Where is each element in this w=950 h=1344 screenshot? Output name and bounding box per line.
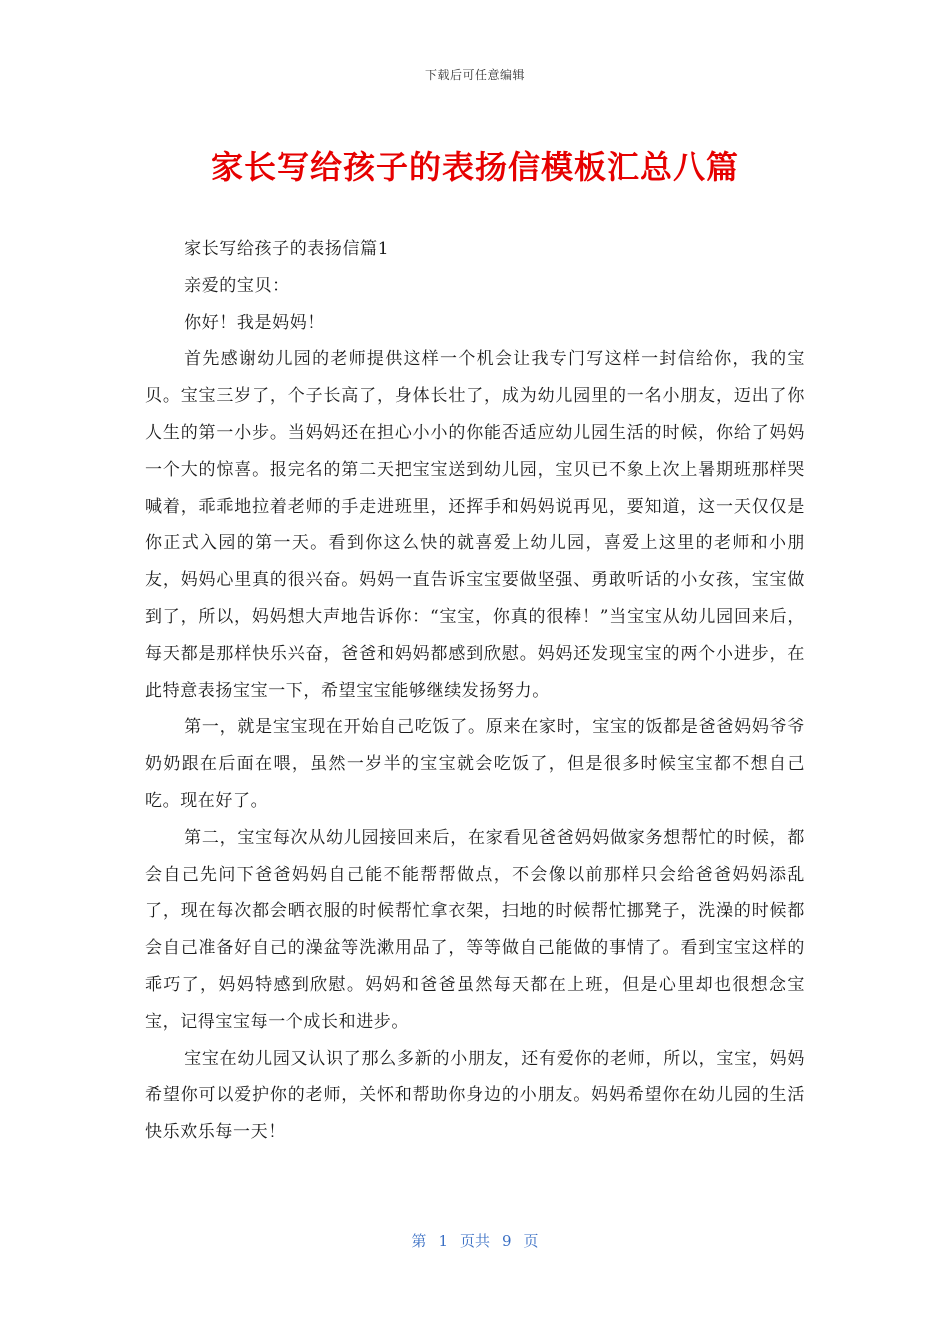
document-title: 家长写给孩子的表扬信模板汇总八篇 bbox=[210, 148, 739, 186]
page-total: 9 bbox=[502, 1232, 512, 1250]
salutation: 亲爱的宝贝： bbox=[184, 275, 290, 296]
header-note: 下载后可任意编辑 bbox=[424, 68, 525, 82]
body-paragraph: 宝宝在幼儿园又认识了那么多新的小朋友，还有爱你的老师，所以，宝宝，妈妈希望你可以爱护你的老师，关怀和帮助你身边的小朋友。妈妈希望你在幼儿园的生活快乐欢乐每一天！ bbox=[145, 1048, 805, 1143]
page-suffix: 页 bbox=[523, 1232, 539, 1250]
body-paragraph: 第一，就是宝宝现在开始自己吃饭了。原来在家时，宝宝的饭都是爸爸妈妈爷爷奶奶跟在后面在喂，虽然一岁半的宝宝就会吃饭了，但是很多时候宝宝都不想自己吃。现在好了。 bbox=[145, 717, 805, 811]
page-mid: 页共 bbox=[459, 1232, 490, 1250]
page-footer bbox=[0, 1230, 950, 1251]
body-paragraph: 第二，宝宝每次从幼儿园接回来后，在家看见爸爸妈妈做家务想帮忙的时候，都会自己先问下爸爸妈妈自己能不能帮帮做点，不会像以前那样只会给爸爸妈妈添乱了，现在每次都会晒衣服的时候帮忙拿衣架，扫地的时候帮忙挪凳子，洗澡的时候都会自己准备好自己的澡盆等洗漱用品了，等等做自己能做的事情了。看到宝宝这样的乖巧了，妈妈特感到欣慰。妈妈和爸爸虽然每天都在上班，但是心里却也很想念宝宝，记得宝宝每一个成长和进步。 bbox=[145, 827, 805, 1032]
section-heading: 家长写给孩子的表扬信篇1 bbox=[184, 239, 390, 259]
body-paragraph: 首先感谢幼儿园的老师提供这样一个机会让我专门写这样一封信给你，我的宝贝。宝宝三岁了，个子长高了，身体长壮了，成为幼儿园里的一名小朋友，迈出了你人生的第一小步。当妈妈还在担心小小的你能否适应幼儿园生活的时候，你给了妈妈一个大的惊喜。报完名的第二天把宝宝送到幼儿园，宝贝已不象上次上暑期班那样哭喊着，乖乖地拉着老师的手走进班里，还挥手和妈妈说再见，要知道，这一天仅仅是你正式入园的第一天。看到你这么快的就喜爱上幼儿园，喜爱上这里的老师和小朋友，妈妈心里真的很兴奋。妈妈一直告诉宝宝要做坚强、勇敢听话的小女孩，宝宝做到了，所以，妈妈想大声地告诉你：“宝宝，你真的很棒！”当宝宝从幼儿园回来后，每天都是那样快乐兴奋，爸爸和妈妈都感到欣慰。妈妈还发现宝宝的两个小进步，在此特意表扬宝宝一下，希望宝宝能够继续发扬努力。 bbox=[145, 349, 805, 701]
page-number: 1 bbox=[438, 1232, 448, 1250]
greeting: 你好！我是妈妈！ bbox=[184, 312, 325, 333]
page-prefix: 第 bbox=[411, 1232, 427, 1250]
document-body bbox=[145, 231, 805, 1151]
